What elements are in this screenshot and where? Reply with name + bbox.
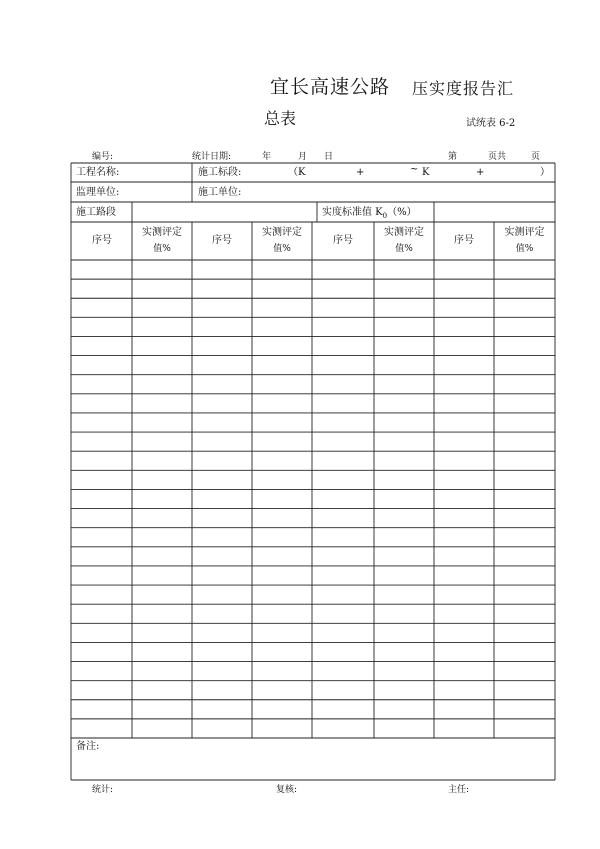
- section-start-k: （K: [288, 167, 306, 178]
- report-subtitle: 压实度报告汇: [412, 79, 515, 98]
- serial-label: 编号:: [92, 152, 114, 162]
- footer-review-label: 复核:: [276, 785, 298, 795]
- col-header-seq-1: 序号: [92, 235, 112, 246]
- standard-value-label: [322, 207, 417, 222]
- date-year: 年: [262, 152, 272, 162]
- footer-supervisor-label: 主任:: [448, 785, 470, 795]
- supervisor-label: 监理单位:: [76, 187, 120, 198]
- report-title: 宜长高速公路: [270, 76, 391, 98]
- col-header-seq-2: 序号: [212, 235, 232, 246]
- section-close-paren: ）: [540, 167, 550, 178]
- standard-value-text: 实度标准值 K: [322, 207, 383, 218]
- contractor-label: 施工单位:: [198, 187, 242, 198]
- page-mid: 页共: [488, 152, 507, 162]
- standard-value-unit: （%）: [387, 207, 417, 218]
- form-code: 试统表 6-2: [466, 118, 516, 129]
- section-end-plus: +: [476, 167, 485, 178]
- col-header-value-1-line2: 值%: [153, 244, 171, 254]
- col-header-seq-3: 序号: [333, 235, 353, 246]
- col-header-value-1-line1: 实测评定: [142, 227, 182, 238]
- date-month: 月: [298, 152, 308, 162]
- remarks-label: 备注:: [76, 741, 100, 752]
- col-header-value-3-line2: 值%: [395, 244, 413, 254]
- report-title-continuation: 总表: [264, 109, 297, 128]
- section-tilde: ~: [410, 164, 419, 175]
- section-label: 施工标段:: [198, 167, 242, 178]
- col-header-value-4-line1: 实测评定: [504, 227, 545, 238]
- col-header-seq-4: 序号: [454, 235, 474, 246]
- standard-value-subscript: 0: [382, 212, 388, 220]
- project-name-label: 工程名称:: [76, 167, 120, 178]
- road-section-label: 施工路段: [76, 207, 116, 218]
- section-end-k: K: [422, 167, 430, 178]
- page-prefix: 第: [448, 152, 458, 162]
- col-header-value-2-line2: 值%: [273, 244, 291, 254]
- col-header-value-2-line1: 实测评定: [262, 227, 302, 238]
- date-day: 日: [324, 152, 334, 162]
- col-header-value-4-line2: 值%: [515, 244, 534, 254]
- page-suffix: 页: [531, 152, 541, 162]
- section-start-plus: +: [356, 167, 365, 178]
- col-header-value-3-line1: 实测评定: [384, 227, 424, 238]
- footer-stats-label: 统计:: [92, 785, 114, 795]
- date-label: 统计日期:: [192, 152, 232, 162]
